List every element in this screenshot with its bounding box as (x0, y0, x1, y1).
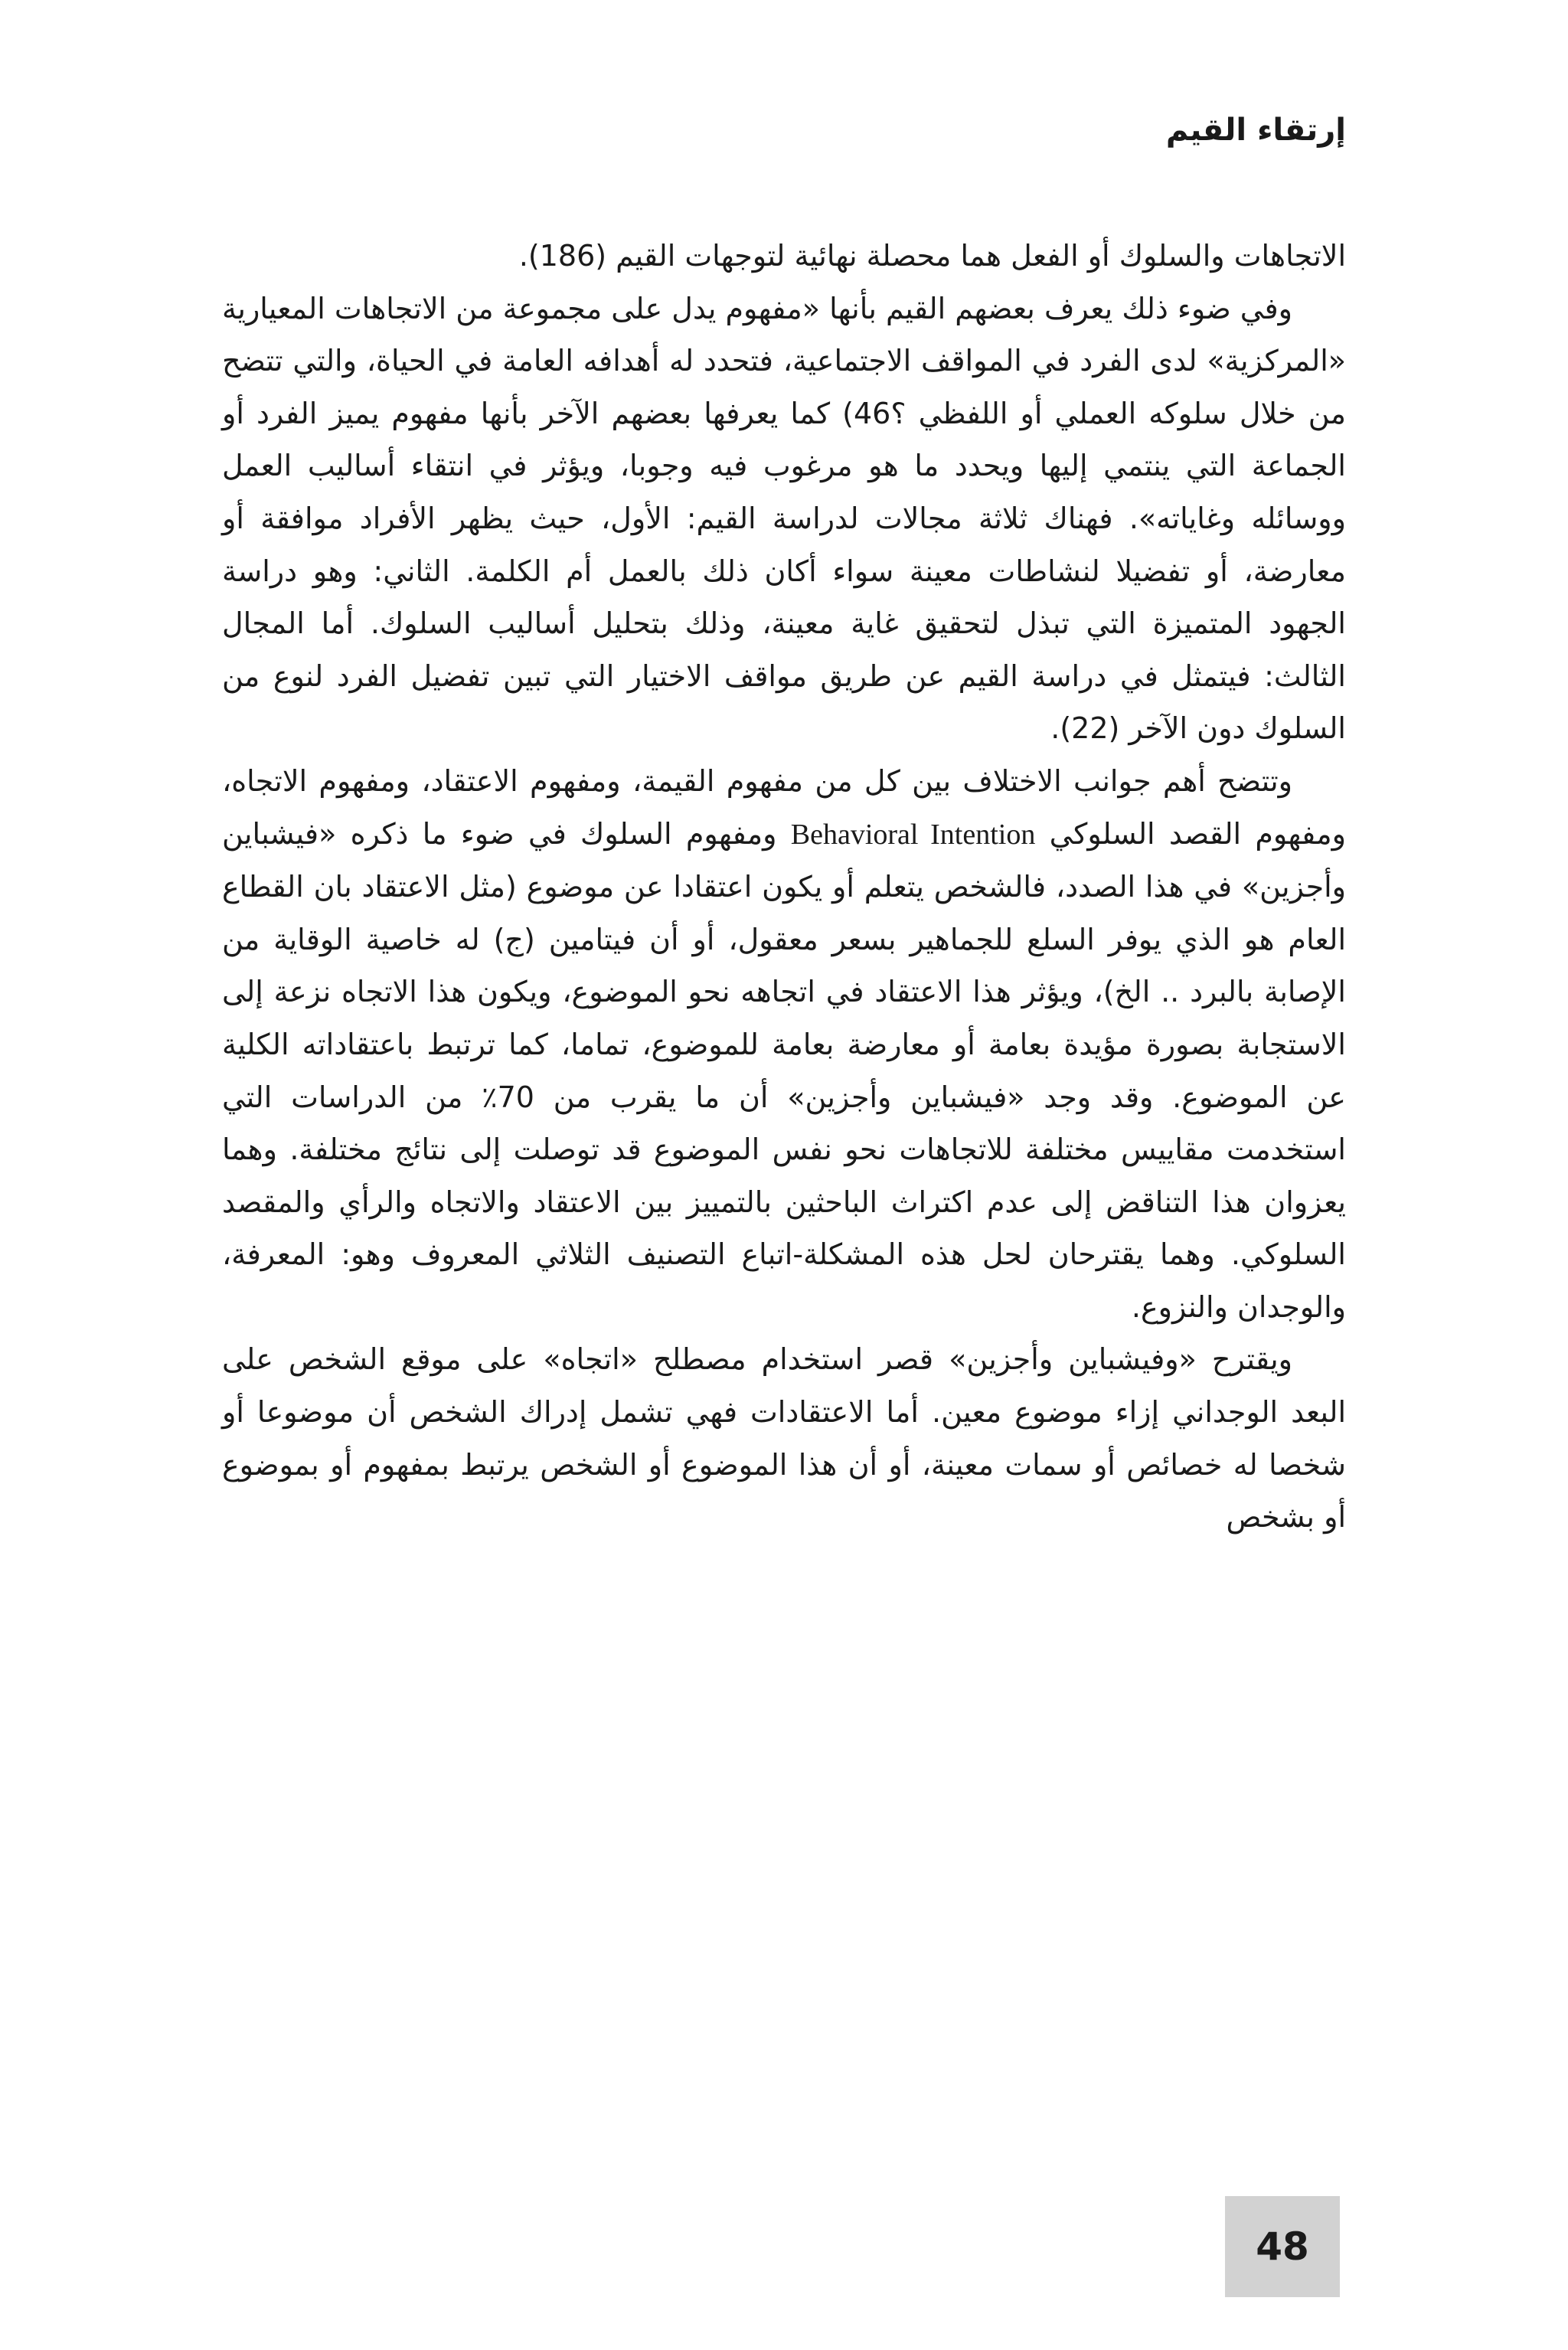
paragraph-3 (222, 755, 1346, 1334)
paragraph-1: الاتجاهات والسلوك أو الفعل هما محصلة نهائية لتوجهات القيم (186). (518, 239, 1346, 273)
latin-term: Behavioral Intention (790, 818, 1036, 851)
page-number: 48 (1256, 2224, 1309, 2269)
paragraph-3-part-b: ومفهوم السلوك في ضوء ما ذكره «فيشباين وأجزين» في هذا الصدد، فالشخص يتعلم أو يكون اعتقادا عن موضوع (مثل الاعتقاد بان القطاع العام هو الذي يوفر السلع للجماهير بسعر معقول، أو أن فيتامين (ج) له خاصية الوقاية من الإصابة بالبرد .. الخ)، ويؤثر هذا الاعتقاد في اتجاهه نحو الموضوع، ويكون هذا الاتجاه نزعة إلى الاستجابة بصورة مؤيدة بعامة أو معارضة بعامة للموضوع، تماما، كما ترتبط باعتقاداته الكلية عن الموضوع. وقد وجد «فيشباين وأجزين» أن ما يقرب من 70٪ من الدراسات التي استخدمت مقاييس مختلفة للاتجاهات نحو نفس الموضوع قد توصلت إلى نتائج مختلفة. وهما يعزوان هذا التناقض إلى عدم اكتراث الباحثين بالتمييز بين الاعتقاد والاتجاه والرأي والمقصد السلوكي. وهما يقترحان لحل هذه المشكلة-اتباع التصنيف الثلاثي المعروف وهو: المعرفة، والوجدان والنزوع. (222, 816, 1346, 1324)
body-text (222, 230, 1346, 1544)
paragraph-3-part-a: وتتضح أهم جوانب الاختلاف بين كل من مفهوم القيمة، ومفهوم الاعتقاد، ومفهوم الاتجاه، ومفهوم القصد السلوكي (222, 763, 1346, 851)
paragraph-2: وفي ضوء ذلك يعرف بعضهم القيم بأنها «مفهوم يدل على مجموعة من الاتجاهات المعيارية «المركزية» لدى الفرد في المواقف الاجتماعية، فتحدد له أهدافه العامة في الحياة، والتي تتضح من خلال سلوكه العملي أو اللفظي ؟46) كما يعرفها بعضهم الآخر بأنها مفهوم يميز الفرد أو الجماعة التي ينتمي إليها ويحدد ما هو مرغوب فيه وجوبا، ويؤثر في انتقاء أساليب العمل ووسائله وغاياته». فهناك ثلاثة مجالات لدراسة القيم: الأول، حيث يظهر الأفراد موافقة أو معارضة، أو تفضيلا لنشاطات معينة سواء أكان ذلك بالعمل أم الكلمة. الثاني: وهو دراسة الجهود المتميزة التي تبذل لتحقيق غاية معينة، وذلك بتحليل أساليب السلوك. أما المجال الثالث: فيتمثل في دراسة القيم عن طريق مواقف الاختيار التي تبين تفضيل الفرد لنوع من السلوك دون الآخر (22). (222, 291, 1347, 746)
paragraph-4: ويقترح «وفيشباين وأجزين» قصر استخدام مصطلح «اتجاه» على موقع الشخص على البعد الوجداني إزاء موضوع معين. أما الاعتقادات فهي تشمل إدراك الشخص أن موضوعا أو شخصا له خصائص أو سمات معينة، أو أن هذا الموضوع أو الشخص يرتبط بمفهوم أو بموضوع أو بشخص (222, 1342, 1346, 1535)
page-number-box (1225, 2196, 1340, 2297)
running-header-title: إرتقاء القيم (1165, 113, 1346, 148)
